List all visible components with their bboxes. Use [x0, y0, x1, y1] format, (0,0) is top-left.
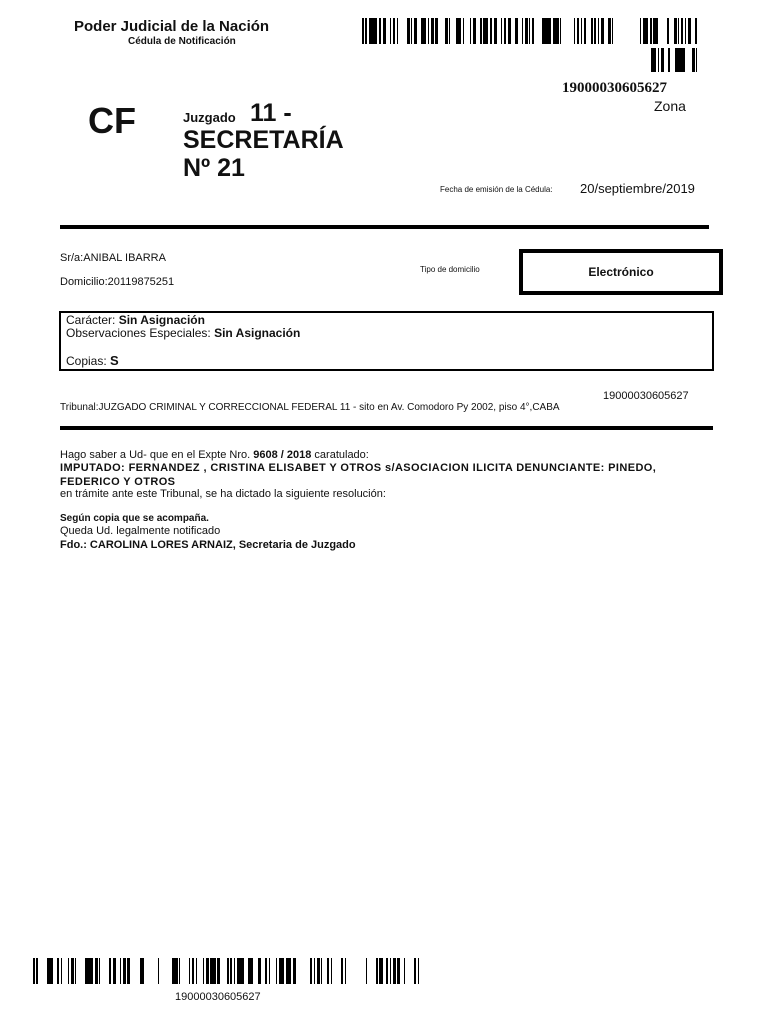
- barcode-bar: [92, 958, 94, 984]
- barcode-bar: [598, 18, 600, 44]
- barcode-bar: [365, 18, 367, 44]
- barcode-bar: [480, 18, 482, 44]
- barcode-bar: [411, 18, 413, 44]
- copias-line: [66, 353, 119, 368]
- barcode-bar: [189, 958, 191, 984]
- barcode-bar: [383, 18, 386, 44]
- barcode-bar: [241, 958, 244, 984]
- barcode-bar: [390, 18, 392, 44]
- barcode-bar: [75, 958, 77, 984]
- barcode-top: [362, 18, 702, 44]
- expte-number: 9608 / 2018: [253, 449, 312, 461]
- segun-copia: Según copia que se acompaña.: [60, 513, 209, 524]
- barcode-bar: [414, 18, 417, 44]
- barcode-bar: [61, 958, 63, 984]
- barcode-bar: [386, 958, 388, 984]
- tribunal-line: Tribunal:JUZGADO CRIMINAL Y CORRECCIONAL FEDERAL 11 - sito en Av. Comodoro Py 2002, piso 4°,CABA: [60, 402, 560, 413]
- barcode-bar: [688, 18, 691, 44]
- barcode-bar: [591, 18, 593, 44]
- barcode-bar: [560, 18, 562, 44]
- barcode-bar: [282, 958, 284, 984]
- barcode-bar: [459, 18, 461, 44]
- barcode-bar: [269, 958, 271, 984]
- barcode-bar: [654, 48, 656, 72]
- divider-top: [60, 225, 709, 229]
- barcode-bar: [127, 958, 130, 984]
- barcode-bar: [487, 18, 489, 44]
- barcode-bar: [57, 958, 59, 984]
- barcode-bar: [501, 18, 503, 44]
- barcode-bar: [289, 958, 291, 984]
- barcode-bar: [682, 48, 685, 72]
- juzgado-number: 11 -: [250, 99, 292, 127]
- barcode-bar: [376, 958, 378, 984]
- barcode-bar: [658, 48, 660, 72]
- jurisdiction-code: CF: [88, 100, 136, 141]
- tipo-domicilio-value: Electrónico: [588, 265, 654, 279]
- barcode-bar: [379, 18, 381, 44]
- barcode-bar: [435, 18, 438, 44]
- barcode-bar: [227, 958, 229, 984]
- juzgado-label: Juzgado: [183, 110, 236, 125]
- barcode-bar: [314, 958, 316, 984]
- barcode-bar: [251, 958, 253, 984]
- organization-name: Poder Judicial de la Nación: [74, 18, 270, 35]
- observaciones-line: [66, 326, 300, 340]
- barcode-bar: [390, 958, 392, 984]
- barcode-bar: [428, 18, 430, 44]
- tipo-domicilio-label: Tipo de domicilio: [420, 265, 480, 274]
- document-id-middle: 19000030605627: [603, 390, 689, 402]
- barcode-bar: [203, 958, 205, 984]
- barcode-bar: [473, 18, 476, 44]
- barcode-bar: [327, 958, 329, 984]
- barcode-bar: [667, 18, 669, 44]
- barcode-bottom: [33, 958, 421, 984]
- barcode-bar: [532, 18, 534, 44]
- intro-line: [60, 449, 369, 461]
- barcode-bar: [490, 18, 492, 44]
- barcode-bar: [321, 958, 323, 984]
- intro-suffix: caratulado:: [314, 449, 369, 461]
- details-box: [59, 311, 714, 371]
- caracter-label: Carácter:: [66, 313, 116, 327]
- barcode-bar: [549, 18, 551, 44]
- barcode-bar: [192, 958, 194, 984]
- document-id-top: 19000030605627: [562, 80, 667, 96]
- tipo-domicilio-box: [519, 249, 723, 295]
- barcode-bar: [418, 958, 420, 984]
- document-type: Cédula de Notificación: [128, 36, 236, 47]
- barcode-bar: [657, 18, 659, 44]
- barcode-bar: [376, 18, 378, 44]
- barcode-bar: [581, 18, 583, 44]
- barcode-bar: [196, 958, 198, 984]
- barcode-bar: [120, 958, 122, 984]
- barcode-bar: [508, 18, 511, 44]
- barcode-bar: [594, 18, 596, 44]
- barcode-bar: [695, 18, 697, 44]
- barcode-bar: [612, 18, 614, 44]
- secretaria: SECRETARÍA Nº 21: [183, 126, 343, 182]
- barcode-bar: [109, 958, 111, 984]
- barcode-bar: [234, 958, 236, 984]
- barcode-bar: [404, 958, 406, 984]
- barcode-bar: [414, 958, 416, 984]
- barcode-bar: [577, 18, 579, 44]
- barcode-bar: [449, 18, 451, 44]
- barcode-bar: [50, 958, 53, 984]
- caratula: IMPUTADO: FERNANDEZ , CRISTINA ELISABET Y OTROS s/ASOCIACION ILICITA DENUNCIANTE: PINEDO, FEDERICO Y OTROS: [60, 462, 657, 488]
- barcode-bar: [99, 958, 101, 984]
- barcode-bar: [522, 18, 524, 44]
- barcode-bar: [331, 958, 333, 984]
- barcode-bar: [601, 18, 604, 44]
- recipient-domicilio: Domicilio:20119875251: [60, 276, 175, 288]
- signature-line: Fdo.: CAROLINA LORES ARNAIZ, Secretaria de Juzgado: [60, 539, 356, 551]
- barcode-bar: [362, 18, 364, 44]
- recipient-name: Sr/a:ANIBAL IBARRA: [60, 252, 166, 264]
- barcode-bar: [393, 18, 395, 44]
- barcode-bar: [310, 958, 312, 984]
- barcode-bar: [276, 958, 278, 984]
- barcode-bar: [504, 18, 506, 44]
- barcode-bar: [345, 958, 347, 984]
- barcode-bar: [379, 958, 382, 984]
- observaciones-value: Sin Asignación: [214, 326, 301, 340]
- emission-date-label: Fecha de emisión de la Cédula:: [440, 185, 553, 194]
- barcode-bar: [515, 18, 518, 44]
- barcode-bar: [179, 958, 181, 984]
- document-id-bottom: 19000030605627: [175, 991, 261, 1003]
- barcode-bar: [584, 18, 586, 44]
- barcode-bar: [574, 18, 576, 44]
- barcode-bar: [397, 958, 400, 984]
- barcode-bar: [424, 18, 426, 44]
- barcode-bar: [397, 18, 399, 44]
- barcode-bar: [217, 958, 220, 984]
- barcode-bar: [113, 958, 116, 984]
- barcode-top-small: [651, 48, 699, 72]
- barcode-bar: [646, 18, 648, 44]
- emission-date: 20/septiembre/2019: [580, 181, 695, 196]
- barcode-bar: [661, 48, 664, 72]
- barcode-bar: [341, 958, 343, 984]
- barcode-bar: [650, 18, 652, 44]
- barcode-bar: [668, 48, 670, 72]
- barcode-bar: [366, 958, 368, 984]
- intro-prefix: Hago saber a Ud- que en el Expte Nro.: [60, 449, 251, 461]
- divider-middle: [60, 426, 713, 430]
- barcode-bar: [685, 18, 687, 44]
- tramite-line: en trámite ante este Tribunal, se ha dictado la siguiente resolución:: [60, 488, 386, 500]
- barcode-bar: [36, 958, 38, 984]
- barcode-bar: [293, 958, 296, 984]
- barcode-bar: [696, 48, 698, 72]
- queda-notificado: Queda Ud. legalmente notificado: [60, 525, 221, 537]
- copias-value: S: [110, 353, 119, 368]
- barcode-bar: [463, 18, 465, 44]
- barcode-bar: [681, 18, 683, 44]
- caracter-value: Sin Asignación: [118, 313, 205, 327]
- barcode-bar: [265, 958, 267, 984]
- barcode-bar: [230, 958, 232, 984]
- observaciones-label: Observaciones Especiales:: [66, 326, 211, 340]
- barcode-bar: [140, 958, 143, 984]
- barcode-bar: [158, 958, 160, 984]
- caracter-line: [66, 313, 205, 327]
- barcode-bar: [494, 18, 497, 44]
- barcode-bar: [258, 958, 261, 984]
- barcode-bar: [68, 958, 70, 984]
- zona-label: Zona: [654, 98, 686, 114]
- copias-label: Copias:: [66, 354, 107, 368]
- barcode-bar: [529, 18, 531, 44]
- barcode-bar: [33, 958, 35, 984]
- barcode-bar: [678, 18, 680, 44]
- barcode-bar: [640, 18, 642, 44]
- barcode-bar: [470, 18, 472, 44]
